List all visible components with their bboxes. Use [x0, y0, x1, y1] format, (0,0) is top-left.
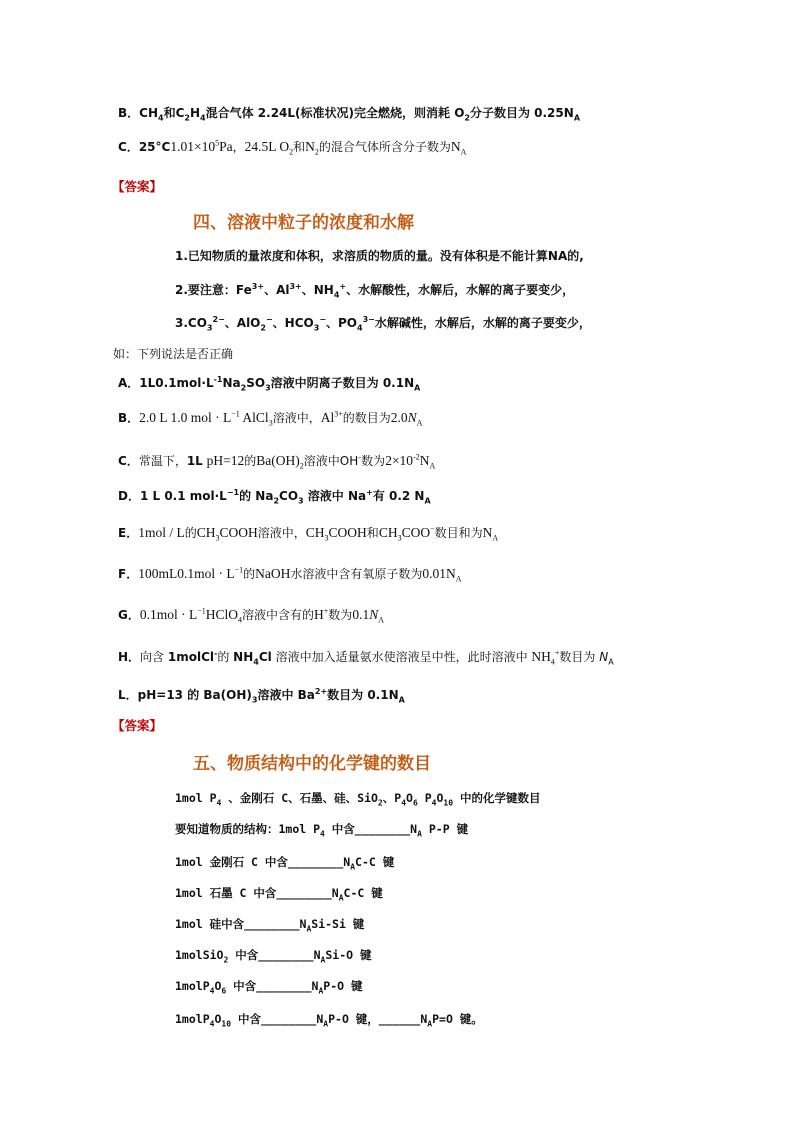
section-4-point-2: 2.要注意：$Fe^{3+}$、$Al^{3+}$、$NH_4^+$、水解酸性，水解后，水解的离子要变少，	[175, 282, 575, 300]
question-c: C．常温下，1L pH=12的$Ba(OH)_2$溶液中OH-数为$2\times 10^{-2}N_A$	[118, 452, 436, 471]
question-f: F．$100mL0.1mol \cdot L^{-1}$的NaOH水溶液中含有氧原子数为$0.01N_A$	[118, 565, 462, 584]
section-5-line-7: $1molP_4O_6$ 中含$\_\_\_\_\_\_\_\_N_AP-O$ 键	[175, 979, 363, 996]
question-l: L．pH=13 的 $Ba(OH)_3$溶液中 $Ba^{2+}$数目为 $0.1N_A$	[118, 687, 405, 705]
question-h: H．向含 1molCl-的 $NH_4Cl$ 溶液中加入适量氨水使溶液呈中性，此时溶液中 $NH_4^+$数目为 $N_A$	[118, 648, 614, 667]
answer-label-1: 【答案】	[112, 179, 163, 194]
question-b: B．2.0 L 1.0 mol · $L^{-1}$ AlCl$_3$溶液中，$Al^{3+}$的数目为$2.0N_A$	[118, 409, 423, 428]
section-5-line-1: 1mol $P_4$ 、金刚石 C、石墨、硅、SiO$_2$、$P_4O_6$ $P_4O_{10}$ 中的化学键数目	[175, 791, 541, 808]
section-4-intro: 如：下列说法是否正确	[113, 347, 234, 361]
section-5-line-2: 要知道物质的结构：1mol $P_4$ 中含$\_\_\_\_\_\_\_\_N_A$ P-P 键	[175, 822, 469, 839]
question-a: A．$1L0.1mol\cdot L^{-1}Na_2SO_3$溶液中阴离子数目为 $0.1N_A$	[118, 375, 421, 393]
option-b-ch4-c2h4: B．$CH_4$和$C_2H_4$混合气体 2.24L(标准状况)完全燃烧，则消耗 $O_2$分子数目为 $0.25N_A$	[118, 106, 581, 123]
question-e: E．1mol / L的$CH_3COOH$溶液中，$CH_3COOH$和$CH_3COO^-$数目和为$N_A$	[118, 524, 499, 543]
section-4-point-1: 1.已知物质的量浓度和体积，求溶质的物质的量。没有体积是不能计算NA的,	[175, 249, 584, 263]
section-4-title: 四、溶液中粒子的浓度和水解	[193, 213, 414, 233]
section-5-title: 五、物质结构中的化学键的数目	[193, 754, 431, 774]
section-5-line-4: 1mol 石墨 C 中含$\_\_\_\_\_\_\_\_N_AC-C$ 键	[175, 886, 383, 903]
section-4-point-3: $3.CO_3^{2-}$、AlO$_2$−、$HCO_3^-$、$PO_4^{3-}$水解碱性，水解后，水解的离子要变少，	[175, 315, 591, 333]
section-5-line-5: 1mol 硅中含$\_\_\_\_\_\_\_\_N_ASi-Si$ 键	[175, 917, 365, 934]
answer-label-2: 【答案】	[112, 718, 163, 733]
section-5-line-8: $1molP_4O_{10}$ 中含$\_\_\_\_\_\_\_\_N_AP-O$ 键，$\_\_\_\_\_\_N_AP=O$ 键。	[175, 1012, 483, 1029]
question-d: D．1 L 0.1 $mol\cdot L^{-1}$的 $Na_2CO_3$ 溶液中 Na+有 0.2 $N_A$	[118, 488, 431, 506]
option-c-gas-mixture: C．$25^\circ C1.01\times 10^5Pa$，24.5L $O_2$和$N_2$的混合气体所含分子数为$N_A$	[118, 138, 467, 157]
question-g: G．$0.1mol \cdot L^{-1}HClO_4$溶液中含有的H+数为$0.1N_A$	[118, 606, 384, 625]
section-5-line-3: 1mol 金刚石 C 中含$\_\_\_\_\_\_\_\_N_AC-C$ 键	[175, 855, 395, 872]
section-5-line-6: 1molSiO$_2$ 中含$\_\_\_\_\_\_\_\_N_ASi-O$ 键	[175, 948, 372, 965]
